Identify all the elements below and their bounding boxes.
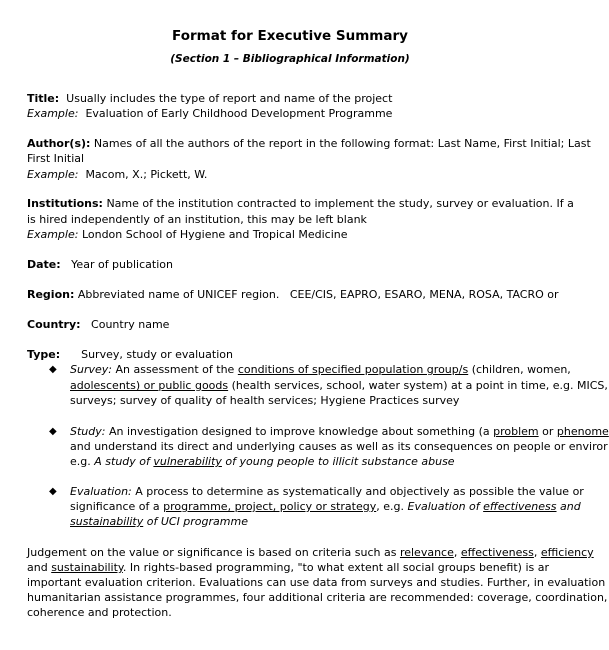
survey-underlined: conditions of specified population group/s: [237, 363, 469, 376]
example-label: Example:: [27, 228, 79, 241]
criterion-relevance: relevance: [399, 546, 454, 559]
document-subtitle: (Section 1 – Bibliographical Information): [170, 53, 410, 65]
judgement-text: and: [27, 561, 48, 574]
survey-text: (health services, school, water system) at a point in time, e.g. MICS,: [231, 379, 608, 392]
region-list: CEE/CIS, EAPRO, ESARO, MENA, ROSA, TACRO or: [289, 288, 559, 301]
document-title: Format for Executive Summary: [172, 28, 408, 44]
date-description: Year of publication: [71, 258, 173, 271]
institutions-description-cont: is hired independently of an institution, this may be left blank: [27, 213, 367, 226]
judgement-text: Judgement on the value or significance is based on criteria such as: [27, 546, 397, 559]
evaluation-definition-cont: [70, 514, 248, 529]
study-definition: [70, 424, 609, 439]
study-text: A study of: [94, 455, 150, 468]
criterion-sustainability: sustainability: [51, 561, 123, 574]
judgement-paragraph-cont: coherence and protection.: [27, 606, 172, 619]
example-text: Macom, X.; Pickett, W.: [85, 168, 208, 181]
evaluation-underlined: sustainability: [70, 515, 144, 528]
type-entry: [27, 347, 233, 362]
example-label: Example:: [27, 107, 79, 120]
authors-label: Author(s):: [27, 137, 91, 150]
region-description: Abbreviated name of UNICEF region.: [77, 288, 280, 301]
study-text: of young people to illicit substance abuse: [225, 455, 455, 468]
title-example: [27, 106, 392, 121]
date-label: Date:: [27, 258, 61, 271]
study-underlined: vulnerability: [153, 455, 222, 468]
bullet-icon: ◆: [49, 364, 57, 375]
institutions-label: Institutions:: [27, 197, 103, 210]
evaluation-text: of UCI programme: [146, 515, 248, 528]
date-entry: [27, 257, 173, 272]
title-description: Usually includes the type of report and name of the project: [66, 92, 393, 105]
title-label: Title:: [27, 92, 60, 105]
example-label: Example:: [27, 168, 79, 181]
judgement-paragraph-cont: important evaluation criterion. Evaluations can use data from surveys and studies. Further, in evaluation: [27, 576, 606, 589]
evaluation-text: significance of a: [70, 500, 160, 513]
study-text: e.g.: [70, 455, 91, 468]
institutions-description: Name of the institution contracted to implement the study, survey or evaluation. If a: [106, 197, 574, 210]
survey-definition-cont: surveys; survey of quality of health services; Hygiene Practices survey: [70, 394, 460, 407]
evaluation-text: , e.g.: [376, 500, 404, 513]
survey-underlined: adolescents) or public goods: [70, 379, 229, 392]
region-label: Region:: [27, 288, 75, 301]
evaluation-text: Evaluation of: [407, 500, 480, 513]
evaluation-text: A process to determine as systematically and objectively as possible the value or: [135, 485, 584, 498]
survey-text: An assessment of the: [115, 363, 235, 376]
example-text: Evaluation of Early Childhood Development Programme: [85, 107, 393, 120]
evaluation-underlined: effectiveness: [483, 500, 557, 513]
country-label: Country:: [27, 318, 81, 331]
study-underlined: problem: [493, 425, 539, 438]
study-definition-cont: [70, 454, 455, 469]
judgement-paragraph: Judgement on the value or significance is based on criteria such as relevance, effectiveness, efficiency: [27, 546, 594, 559]
evaluation-definition-cont: [70, 499, 581, 514]
study-underlined: phenome: [556, 425, 609, 438]
survey-definition: [70, 362, 571, 377]
study-text: or: [542, 425, 554, 438]
evaluation-text: and: [560, 500, 581, 513]
type-label: Type:: [27, 348, 61, 361]
example-text: London School of Hygiene and Tropical Medicine: [81, 228, 348, 241]
judgement-text: . In rights-based programming, "to what extent all social groups benefit) is ar: [122, 561, 550, 574]
survey-definition-cont: [70, 378, 608, 393]
study-term: Study:: [70, 425, 106, 438]
type-description: Survey, study or evaluation: [81, 348, 233, 361]
region-entry: [27, 287, 559, 302]
evaluation-term: Evaluation:: [70, 485, 132, 498]
evaluation-underlined: programme, project, policy or strategy: [163, 500, 377, 513]
authors-description: Names of all the authors of the report in the following format: Last Name, First Initial; Last: [93, 137, 591, 150]
criterion-effectiveness: effectiveness: [460, 546, 534, 559]
country-description: Country name: [91, 318, 170, 331]
survey-term: Survey:: [70, 363, 112, 376]
study-text: An investigation designed to improve knowledge about something (a: [108, 425, 490, 438]
authors-description-cont: First Initial: [27, 152, 85, 165]
judgement-paragraph-cont: [27, 560, 549, 575]
institutions-entry: [27, 196, 574, 211]
authors-entry: [27, 136, 591, 151]
bullet-icon: ◆: [49, 486, 57, 497]
bullet-icon: ◆: [49, 426, 57, 437]
country-entry: [27, 317, 169, 332]
judgement-paragraph-cont: humanitarian assistance programmes, four additional criteria are recommended: coverage, coordination,: [27, 591, 608, 604]
evaluation-definition: [70, 484, 584, 499]
criterion-efficiency: efficiency: [540, 546, 594, 559]
title-entry: [27, 91, 392, 106]
institutions-example: [27, 227, 348, 242]
survey-text: (children, women,: [471, 363, 571, 376]
study-definition-cont: and understand its direct and underlying causes as well as its consequences on people or enviror: [70, 440, 608, 453]
authors-example: [27, 167, 207, 182]
